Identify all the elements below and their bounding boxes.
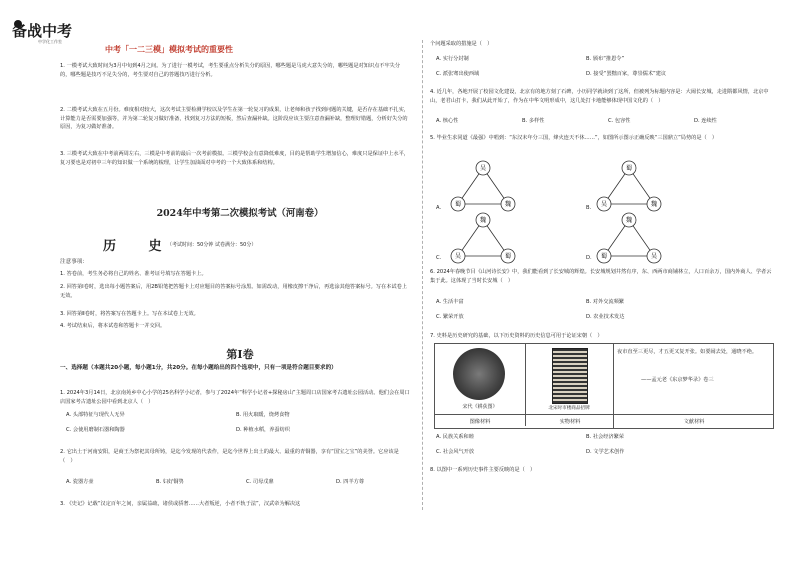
q1-option-a[interactable]: A. 头部特征与现代人无异 bbox=[66, 412, 125, 418]
diagram-d-left: 蜀 bbox=[600, 253, 608, 260]
column-divider bbox=[422, 40, 423, 510]
volume-title: 第Ⅰ卷 bbox=[226, 348, 254, 361]
q2-option-d[interactable]: D. 四羊方尊 bbox=[336, 479, 365, 485]
material-cell-text bbox=[613, 344, 773, 414]
question-3-cont: 个问题采取的措施是（ ） bbox=[430, 41, 493, 47]
logo-sub: 中学化工作室 bbox=[38, 39, 62, 44]
diagram-a-top: 吴 bbox=[479, 165, 487, 172]
notice-2: 2. 回答第Ⅰ卷时，选出每小题答案后，用2B铅笔把答题卡上对应题目的答案标号涂黑。如需改动，用橡皮擦干净后，再选涂其他答案标号。写在本试卷上无效。 bbox=[60, 284, 407, 299]
question-6-options bbox=[430, 298, 775, 328]
notice-1: 1. 答卷前，考生务必将自己的姓名、准考证号填写在答题卡上。 bbox=[60, 271, 207, 277]
material-table bbox=[434, 343, 774, 429]
question-2-stem: 2. 它出土于河南安阳，是商王为祭祀其母所铸，是迄今发现的代表作，是迄今世界上出土的最大、最重的青铜器，享有“国宝之宝”的美誉。它应该是（ ） bbox=[60, 449, 399, 464]
question-1-options bbox=[60, 411, 410, 451]
q3-option-a[interactable]: A. 实行分封制 bbox=[436, 56, 469, 62]
q2-option-c[interactable]: C. 司母戊鼎 bbox=[246, 479, 274, 485]
question-6-stem: 6. 2024年春晚节目《山河诗长安》中，我们能看到了长安城的辉煌。长安城规划井然有序，东、西两市商铺林立，人口百余万，国内外商人、学者云集于此。这体现了当时长安城（ ） bbox=[430, 269, 772, 284]
q6-option-d[interactable]: D. 农业技术发达 bbox=[586, 314, 625, 320]
material-source: ——孟元老《东京梦华录》卷三 bbox=[641, 377, 714, 383]
q7-option-a[interactable]: A. 民族关系和睦 bbox=[436, 434, 474, 440]
question-3-stem: 3. 《史记》记载“汉定百年之间，亲属益疏，诸侯或骄奢……大者叛逆，小者不轨于法”，汉武帝为解决这 bbox=[60, 501, 301, 507]
question-5-stem: 5. 毕业生求同道《最强》中唱到：“东汉末年分三国，烽火连天不休……”，如图所示图示正确反映“三国鼎立”局势的是（ ） bbox=[430, 135, 718, 141]
exam-title: 2024年中考第二次模拟考试（河南卷） bbox=[156, 208, 324, 219]
diagram-b-left: 吴 bbox=[600, 201, 608, 208]
logo-text: 备战中考 bbox=[12, 22, 73, 40]
q4-option-b[interactable]: B. 多样性 bbox=[522, 118, 545, 124]
q5-option-d[interactable]: D. bbox=[586, 255, 592, 261]
header-object: 实物材料 bbox=[525, 415, 614, 426]
q2-option-b[interactable]: B. 妇好铜鸮 bbox=[156, 479, 184, 485]
signboard-caption: 北宋时市楼商品招牌 bbox=[548, 406, 590, 411]
question-2-options bbox=[60, 478, 410, 490]
diagram-b bbox=[594, 158, 664, 214]
q7-option-c[interactable]: C. 社会风气开放 bbox=[436, 449, 475, 455]
q3-option-c[interactable]: C. 派张骞出使西域 bbox=[436, 71, 480, 77]
intro-paragraph-2: 2. 二模考试大致在五月份。难度相对较大，这次考试主要检测学校以及学生在第一轮复习的成果，让老师和孩子找到问题的关键，是否存在基础不扎实，计算能力是否需要加强等，并为第二轮复习做好准备，找到复习方法的短板，然后查漏补缺。这阶段应该主要注意查漏补缺，整理好错题，分析好失分的原因，为复习做好准备。 bbox=[60, 107, 409, 131]
diagram-d-right: 吴 bbox=[650, 253, 658, 260]
diagram-d bbox=[594, 210, 664, 266]
intro-paragraph-3: 3. 三模考试大致在中考前两周左右，三模是中考前的最后一次考前模拟。三模学校会有意降低难度，目的是帮助学生增加信心，难度只是保证中上水平，复习要也是对初中三年的知识做一个系统的梳理，让学生加油面对中考的一个大致体系和结构。 bbox=[60, 151, 409, 166]
question-4-options bbox=[430, 117, 775, 129]
intro-paragraph-1: 1. 一模考试大致时间为3月中旬到4月之间。为了进行一模考试，考生要重点分析失分的原因，哪些题是马虎大意失分的，哪些题是对知识点不牢失分的，哪些题是技巧不足失分的，考生要对自己的答题技巧进行分析。 bbox=[60, 63, 401, 78]
diagram-b-right: 魏 bbox=[650, 201, 658, 208]
question-4-stem: 4. 近几年，各地开展了校园文化建设，北京有的地方刻了石碑，小历同学就读到了这所，但被列为标题内容是：大闹长安城，走进隋都风情，北京中山，老君山打卡，我们从此开始了，作为在中华文明形成中，这几处打卡地能够体现中国文化的（ ） bbox=[430, 89, 769, 104]
header-text: 文献材料 bbox=[613, 415, 774, 429]
q3-option-b[interactable]: B. 颁布“推恩令” bbox=[586, 56, 625, 62]
material-cell-object bbox=[525, 344, 614, 414]
notice-title: 注意事项： bbox=[60, 259, 88, 265]
signboard-image bbox=[552, 348, 588, 404]
q4-option-c[interactable]: C. 包容性 bbox=[608, 118, 631, 124]
logo-graphic bbox=[8, 10, 80, 46]
material-cell-image bbox=[435, 344, 526, 414]
q1-option-d[interactable]: D. 种植水稻，养蚕纺织 bbox=[236, 427, 290, 433]
section-heading: 一、选择题（本题共20小题，每小题1分，共20分。在每小题给出的四个选项中，只有一项是符合题目要求的） bbox=[60, 365, 337, 371]
notice-3: 3. 回答第Ⅱ卷时，将答案写在答题卡上。写在本试卷上无效。 bbox=[60, 311, 199, 317]
q1-option-c[interactable]: C. 会使用磨制石器和陶器 bbox=[66, 427, 125, 433]
diagram-c bbox=[448, 210, 518, 266]
painting-image bbox=[453, 348, 505, 400]
q6-option-b[interactable]: B. 对外交流频繁 bbox=[586, 299, 624, 305]
question-7-options bbox=[430, 433, 775, 463]
question-7-stem: 7. 史料是历史研究的基础，以下历史资料的历史信息可用于论证宋朝（ ） bbox=[430, 333, 603, 339]
question-8-stem: 8. 以图中一系列历史事件主要反映的是（ ） bbox=[430, 467, 536, 473]
diagram-c-top: 魏 bbox=[479, 217, 487, 224]
material-headers bbox=[435, 414, 773, 429]
question-1-stem: 1. 2024年3月14日，北京南苑乡中心小学的25名科学小记者，参与了2024年“科学小记者+探秘房山”主题周口店国家考古遗址公园活动。他们会在周口店国家考古遗址公园中看到北京人（ ） bbox=[60, 390, 410, 405]
diagram-a-left: 蜀 bbox=[454, 201, 462, 208]
diagram-c-left: 吴 bbox=[454, 253, 462, 260]
header-title: 中考「一二三模」模拟考试的重要性 bbox=[105, 45, 233, 54]
diagram-c-right: 蜀 bbox=[504, 253, 512, 260]
q5-option-c[interactable]: C. bbox=[436, 255, 442, 261]
q6-option-c[interactable]: C. 繁荣开放 bbox=[436, 314, 464, 320]
q5-option-a[interactable]: A. bbox=[436, 205, 442, 211]
q3-option-d[interactable]: D. 接受“罢黜百家，尊崇儒术”建议 bbox=[586, 71, 667, 77]
brand-logo bbox=[8, 10, 80, 46]
diagram-a-right: 魏 bbox=[504, 201, 512, 208]
q6-option-a[interactable]: A. 生活丰富 bbox=[436, 299, 464, 305]
diagram-b-top: 蜀 bbox=[625, 165, 633, 172]
q5-option-b[interactable]: B. bbox=[586, 205, 592, 211]
q1-option-b[interactable]: B. 用火取暖，烧烤食物 bbox=[236, 412, 290, 418]
question-3-options bbox=[430, 55, 775, 85]
diagram-a bbox=[448, 158, 518, 214]
subject-title: 历 史 bbox=[103, 239, 176, 254]
subject-info: （考试时间：50分钟 试卷满分：50分） bbox=[167, 242, 257, 248]
q7-option-d[interactable]: D. 文学艺术创作 bbox=[586, 449, 625, 455]
painting-caption: 宋代《耕获图》 bbox=[462, 404, 498, 410]
material-quote: 夜市直至三更尽，才五更又复开张。如要闹去处，通晓不绝。 bbox=[617, 349, 758, 355]
q7-option-b[interactable]: B. 社会经济繁荣 bbox=[586, 434, 624, 440]
q2-option-a[interactable]: A. 瓷器方壶 bbox=[66, 479, 94, 485]
diagram-d-top: 魏 bbox=[625, 217, 633, 224]
q4-option-d[interactable]: D. 连续性 bbox=[694, 118, 717, 124]
notice-4: 4. 考试结束后，将本试卷和答题卡一并交回。 bbox=[60, 323, 166, 329]
header-image: 图像材料 bbox=[469, 419, 491, 425]
q4-option-a[interactable]: A. 核心性 bbox=[436, 118, 459, 124]
